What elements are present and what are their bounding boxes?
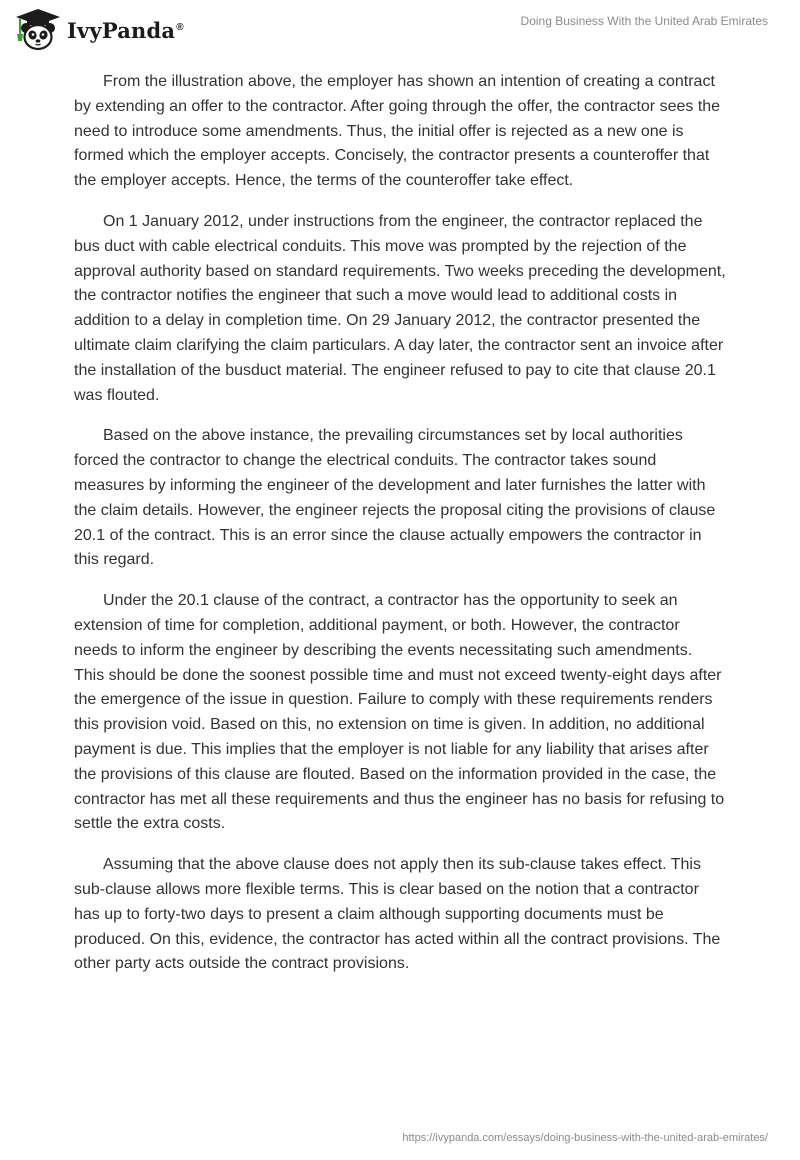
paragraph: On 1 January 2012, under instructions from the engineer, the contractor replaced the bus duct with cable electrical conduits. This move was prompted by the rejection of the approval authority based on standard requirements. Two weeks preceding the development, the contractor notifies the engineer that such a move would lead to additional costs in addition to a delay in completion time. On 29 January 2012, the contractor presented the ultimate claim clarifying the claim particulars. A day later, the contractor sent an invoice after the installation of the busduct material. The engineer refused to pay to cite that clause 20.1 was flouted.: [74, 212, 726, 404]
registered-mark: ®: [176, 21, 184, 33]
paragraph: Based on the above instance, the prevailing circumstances set by local authorities forced the contractor to change the electrical conduits. The contractor takes sound measures by informing the engineer of the development and later furnishes the latter with the claim details. However, the engineer rejects the proposal citing the provisions of clause 20.1 of the contract. This is an error since the clause actually empowers the contractor in this regard.: [74, 427, 716, 569]
brand-name: IvyPanda®: [67, 17, 184, 43]
paragraph: Under the 20.1 clause of the contract, a contractor has the opportunity to seek an extension of time for completion, additional payment, or both. However, the contractor needs to inform the engineer by describing the events necessitating such amendments. This should be done the soonest possible time and must not exceed twenty-eight days after the emergence of the issue in question. Failure to comply with these requirements renders this provision void. Based on this, no extension on time is given. In addition, no additional payment is due. This implies that the employer is not liable for any liability that arises after the provisions of this clause are flouted. Based on the information provided in the case, the contractor has met all these requirements and thus the engineer has no basis for refusing to settle the extra costs.: [74, 592, 725, 833]
document-title: Doing Business With the United Arab Emirates: [520, 14, 768, 28]
paragraph: Assuming that the above clause does not apply then its sub-clause takes effect. This sub-clause allows more flexible terms. This is clear based on the notion that a contractor has up to forty-two days to present a claim although supporting documents must be produced. On this, evidence, the contractor has acted within all the contract provisions. The other party acts outside the contract provisions.: [74, 856, 721, 973]
page-header: [0, 0, 800, 60]
essay-body: [74, 70, 726, 993]
source-url[interactable]: https://ivypanda.com/essays/doing-business-with-the-united-arab-emirates/: [402, 1132, 768, 1144]
panda-graduate-icon: [14, 8, 62, 52]
brand-logo[interactable]: [14, 8, 184, 52]
paragraph: From the illustration above, the employer has shown an intention of creating a contract by extending an offer to the contractor. After going through the offer, the contractor sees the need to introduce some amendments. Thus, the initial offer is rejected as a new one is formed which the employer accepts. Concisely, the contractor presents a counteroffer that the employer accepts. Hence, the terms of the counteroffer take effect.: [74, 73, 721, 190]
